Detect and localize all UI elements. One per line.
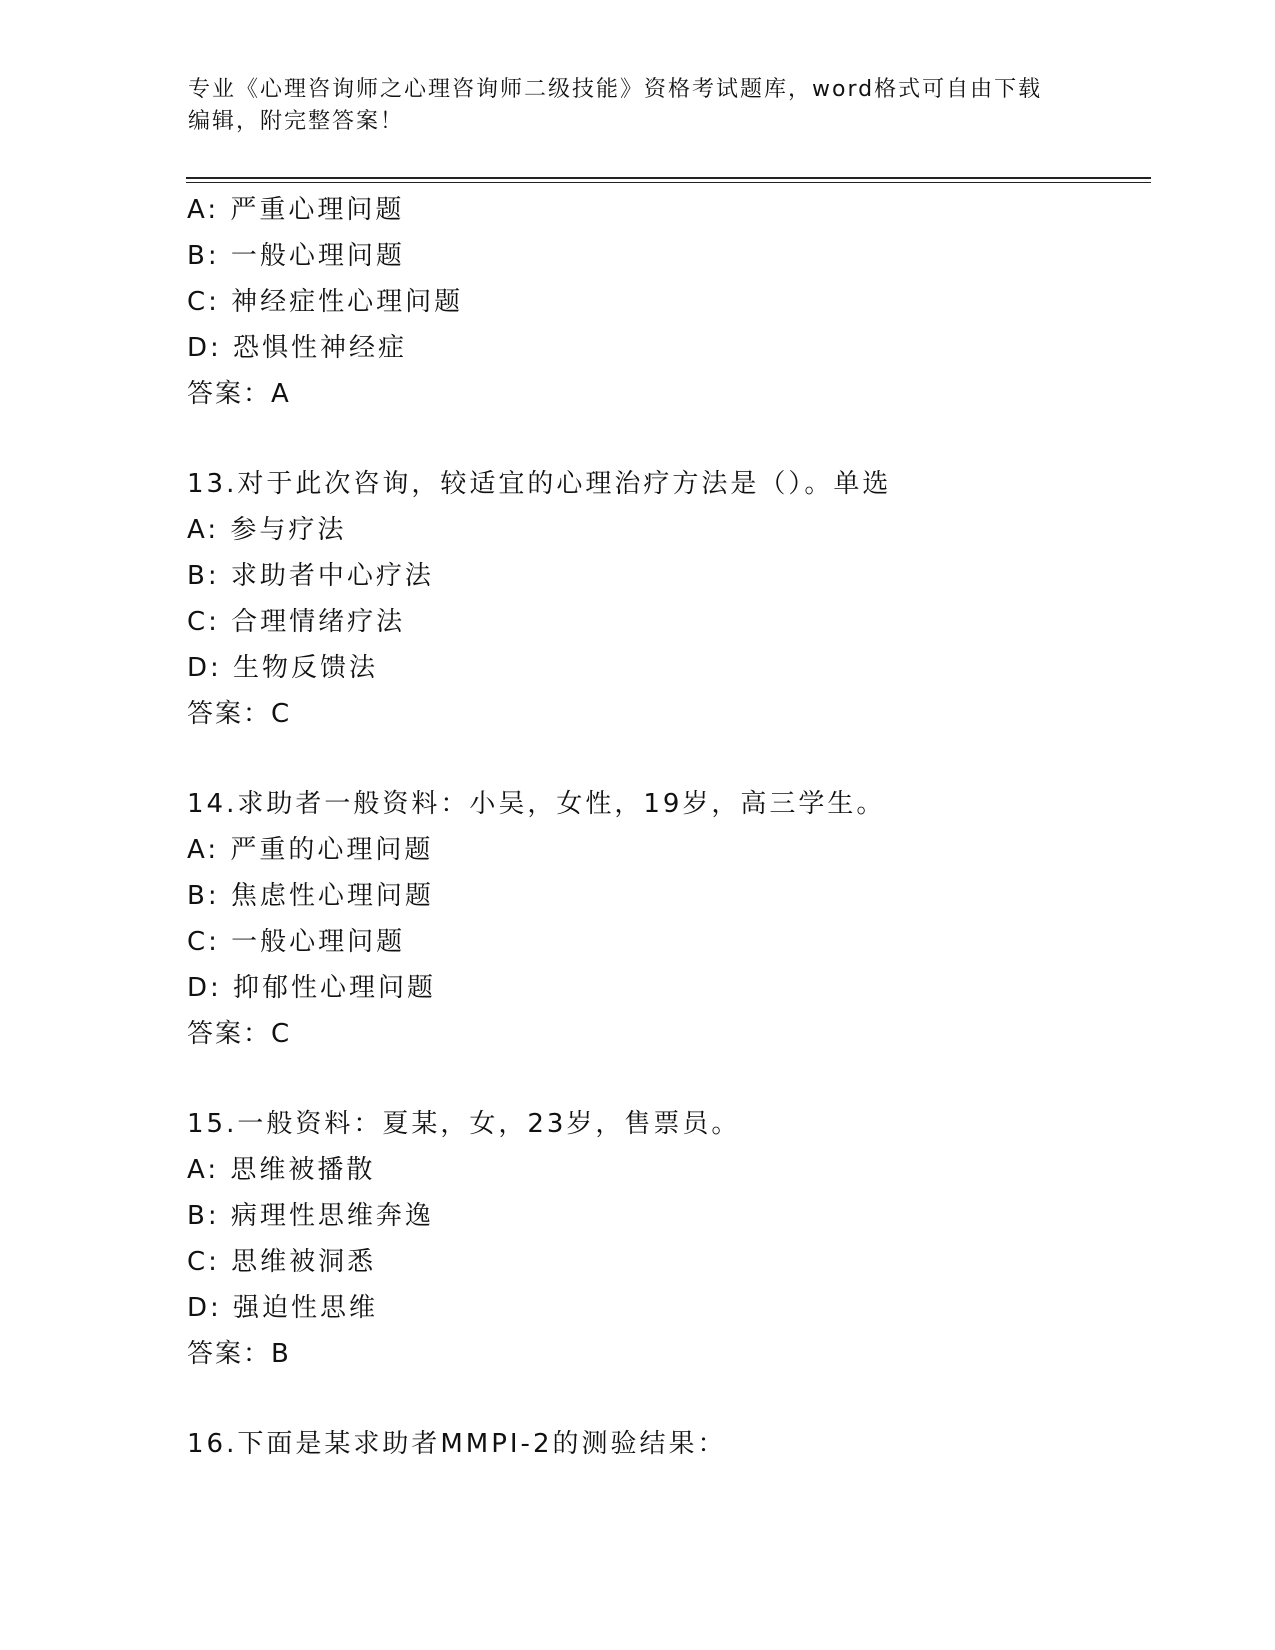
question-text: 15.一般资料：夏某，女，23岁，售票员。: [187, 1109, 741, 1139]
option-d: D: 抑郁性心理问题: [187, 973, 437, 1003]
header-line-2: 编辑，附完整答案！: [188, 109, 405, 134]
spacer: [187, 737, 1147, 781]
question-16-block: [187, 1421, 1147, 1467]
question-text: 13.对于此次咨询，较适宜的心理治疗方法是（）。单选: [187, 469, 892, 499]
answer: 答案：C: [187, 1019, 292, 1049]
option-d: D: 强迫性思维: [187, 1293, 379, 1323]
question-15-block: [187, 1101, 1147, 1377]
question-14-block: [187, 781, 1147, 1057]
document-header-note: [188, 74, 1088, 138]
answer: 答案：A: [187, 379, 291, 409]
option-a: A: 思维被播散: [187, 1155, 376, 1185]
option-a: A: 参与疗法: [187, 515, 347, 545]
spacer: [187, 417, 1147, 461]
header-rule-thin: [186, 182, 1151, 183]
option-c: C: 一般心理问题: [187, 927, 406, 957]
question-12-block: [187, 187, 1147, 417]
header-rule-thick: [186, 177, 1151, 179]
question-text: 14.求助者一般资料：小吴，女性，19岁，高三学生。: [187, 789, 886, 819]
answer: 答案：C: [187, 699, 292, 729]
option-c: C: 神经症性心理问题: [187, 287, 464, 317]
option-d: D: 生物反馈法: [187, 653, 379, 683]
option-b: B: 一般心理问题: [187, 241, 405, 271]
option-d: D: 恐惧性神经症: [187, 333, 408, 363]
option-c: C: 思维被洞悉: [187, 1247, 377, 1277]
question-list: [187, 187, 1147, 1467]
question-text: 16.下面是某求助者MMPI-2的测验结果：: [187, 1429, 727, 1459]
header-line-1: 专业《心理咨询师之心理咨询师二级技能》资格考试题库，word格式可自由下载: [188, 77, 1043, 102]
spacer: [187, 1057, 1147, 1101]
option-b: B: 求助者中心疗法: [187, 561, 434, 591]
option-a: A: 严重心理问题: [187, 195, 405, 225]
spacer: [187, 1377, 1147, 1421]
option-b: B: 焦虑性心理问题: [187, 881, 434, 911]
option-b: B: 病理性思维奔逸: [187, 1201, 434, 1231]
question-13-block: [187, 461, 1147, 737]
option-a: A: 严重的心理问题: [187, 835, 434, 865]
option-c: C: 合理情绪疗法: [187, 607, 406, 637]
answer: 答案：B: [187, 1339, 291, 1369]
